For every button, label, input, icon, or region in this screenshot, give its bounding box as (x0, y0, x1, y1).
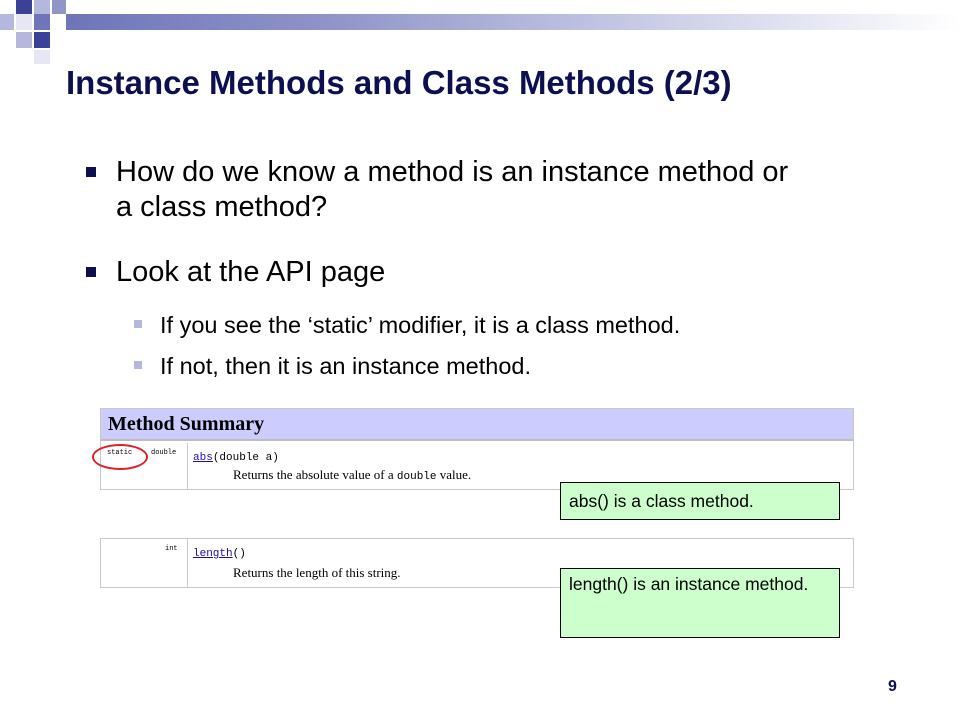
sub-bullet-square-icon (134, 361, 142, 369)
method-signature (193, 451, 279, 464)
abs-method-link[interactable]: abs (193, 452, 213, 464)
bullet-2 (86, 255, 806, 290)
return-type: double (151, 449, 177, 457)
bullet-text: How do we know a method is an instance method or a class method? (116, 156, 789, 223)
sub-bullet-1 (134, 311, 680, 339)
sub-bullet-square-icon (134, 320, 142, 328)
instance-method-note: length() is an instance method. (560, 568, 840, 638)
decor-square (34, 50, 50, 64)
length-method-link[interactable]: length (193, 548, 233, 560)
slide-title: Instance Methods and Class Methods (2/3) (66, 64, 732, 101)
decor-square (16, 0, 32, 14)
sub-bullet-text: If you see the ‘static’ modifier, it is a class method. (160, 312, 681, 338)
decor-square (16, 32, 32, 48)
method-description: Returns the length of this string. (233, 565, 401, 580)
method-description (233, 467, 471, 483)
title-gradient-bar (66, 14, 960, 30)
decor-square (52, 0, 66, 14)
decor-square (34, 32, 50, 48)
decor-square (0, 14, 14, 30)
desc-text-end: value. (439, 467, 472, 482)
bullet-square-icon (86, 267, 96, 277)
decor-square (34, 14, 50, 30)
method-signature (193, 547, 246, 560)
decor-square (16, 14, 32, 30)
type-cell (101, 539, 188, 587)
desc-code: double (396, 471, 437, 483)
method-summary-title: Method Summary (108, 413, 265, 435)
static-modifier: static (107, 449, 133, 457)
bullet-square-icon (86, 167, 96, 177)
decor-square (34, 0, 50, 14)
class-method-note: abs() is a class method. (560, 482, 840, 520)
sub-bullet-text: If not, then it is an instance method. (160, 353, 531, 379)
bullet-text: Look at the API page (116, 256, 386, 288)
desc-text: Returns the absolute value of a (233, 467, 394, 482)
bullet-1 (86, 155, 806, 225)
page-number: 9 (888, 678, 897, 695)
method-summary-header (101, 409, 853, 441)
sub-bullet-2 (134, 352, 531, 380)
method-params: () (232, 548, 246, 560)
return-type: int (165, 545, 178, 553)
static-highlight-circle (92, 444, 148, 470)
method-summary-table (100, 408, 854, 490)
method-params: (double a) (212, 452, 279, 464)
